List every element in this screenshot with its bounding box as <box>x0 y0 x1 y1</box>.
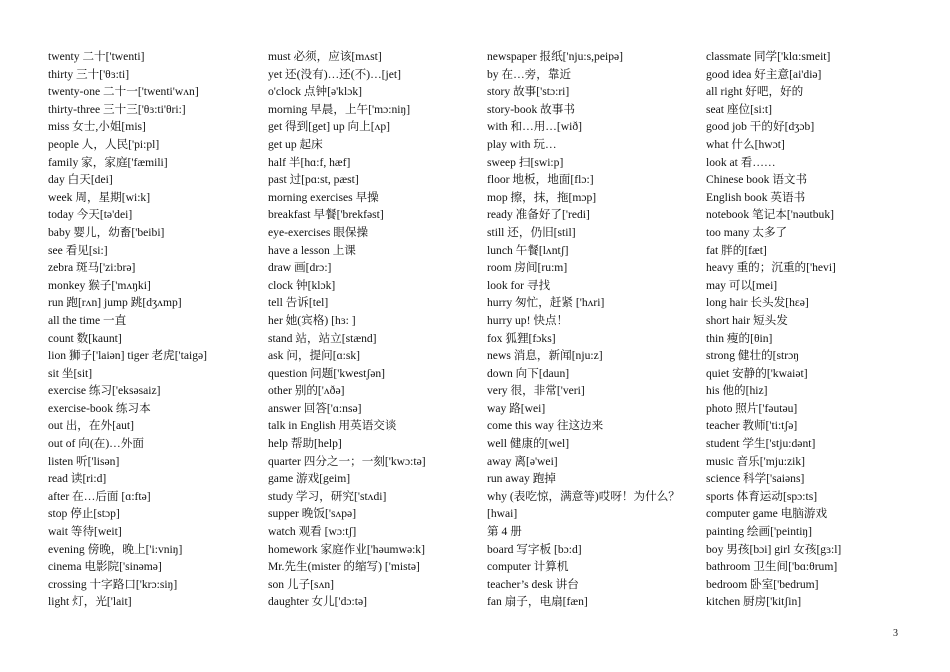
vocab-entry: run 跑[rʌn] jump 跳[dʒʌmp] <box>48 296 182 310</box>
vocab-entry: quiet 安静的['kwaiət] <box>706 366 808 380</box>
vocab-entry: what 什么[hwɔt] <box>706 137 785 151</box>
vocab-entry: photo 照片['fəutəu] <box>706 401 798 415</box>
vocab-entry: hurry up! 快点！ <box>487 313 569 327</box>
vocab-entry: out 出，在外[aut] <box>48 419 134 433</box>
vocab-entry: fat 胖的[fæt] <box>706 243 767 257</box>
vocab-entry: fox 狐狸[fɔks] <box>487 331 556 345</box>
vocab-entry: music 音乐['mju:zik] <box>706 454 806 468</box>
vocab-entry: play with 玩… <box>487 137 557 151</box>
vocab-entry: wait 等待[weit] <box>48 525 122 539</box>
vocab-entry: exercise-book 练习本 <box>48 401 151 415</box>
vocab-entry: have a lesson 上课 <box>268 243 356 257</box>
vocab-entry: sweep 扫[swi:p] <box>487 155 564 169</box>
vocab-entry: down 向下[daun] <box>487 366 570 380</box>
vocab-entry: out of 向(在)…外面 <box>48 437 144 451</box>
vocab-entry: get up 起床 <box>268 137 323 151</box>
vocab-entry: boy 男孩[bɔi] girl 女孩[gɜ:l] <box>706 542 842 556</box>
vocab-entry: tell 告诉[tel] <box>268 296 329 310</box>
vocab-entry: sports 体育运动[spɔ:ts] <box>706 489 818 503</box>
vocab-entry: strong 健壮的[strɔŋ <box>706 349 799 363</box>
vocabulary-column-1 <box>48 48 263 611</box>
vocab-entry: very 很，非常['veri] <box>487 384 585 398</box>
vocab-entry: heavy 重的；沉重的['hevi] <box>706 261 836 275</box>
vocab-entry: teacher 教师['ti:tʃə] <box>706 419 798 433</box>
vocab-entry: good job 干的好[dʒɔb] <box>706 120 815 134</box>
vocab-entry: get 得到[get] up 向上[ʌp] <box>268 120 391 134</box>
vocab-entry: well 健康的[wel] <box>487 437 570 451</box>
vocab-entry: exercise 练习['eksəsaiz] <box>48 384 161 398</box>
vocab-entry: count 数[kaunt] <box>48 331 122 345</box>
vocab-entry: [hwai] <box>487 507 518 521</box>
vocab-entry: come this way 往这边来 <box>487 419 604 433</box>
vocab-entry: thirty-three 三十三['θɜ:ti'θri:] <box>48 102 186 116</box>
vocab-entry: look at 看…… <box>706 155 776 169</box>
vocab-entry: newspaper 报纸['nju:s,peipə] <box>487 50 624 63</box>
vocab-entry: family 家，家庭['fæmili] <box>48 155 168 169</box>
vocab-entry: day 白天[dei] <box>48 173 113 187</box>
vocab-entry: with 和…用…[wið] <box>487 120 582 134</box>
vocab-entry: fan 扇子，电扇[fæn] <box>487 595 588 609</box>
vocab-entry: supper 晚饭['sʌpə] <box>268 507 357 521</box>
vocab-entry: all the time 一直 <box>48 313 127 327</box>
vocab-entry: week 周，星期[wi:k] <box>48 190 151 204</box>
vocabulary-column-2 <box>268 48 483 611</box>
vocab-entry: stop 停止[stɔp] <box>48 507 120 521</box>
vocab-entry: story-book 故事书 <box>487 102 575 116</box>
vocab-entry: ask 问，提问[ɑ:sk] <box>268 349 361 363</box>
vocab-entry: story 故事['stɔ:ri] <box>487 85 570 99</box>
page-number: 3 <box>893 628 898 639</box>
vocab-entry: miss 女士,小姐[mis] <box>48 120 146 134</box>
vocab-entry: seat 座位[si:t] <box>706 102 773 116</box>
vocab-entry: run away 跑掉 <box>487 472 556 486</box>
vocab-entry: room 房间[ru:m] <box>487 261 568 275</box>
vocab-entry: people 人，人民['pi:pl] <box>48 137 160 151</box>
vocab-entry: ready 准备好了['redi] <box>487 208 590 222</box>
vocab-entry: twenty-one 二十一['twenti'wʌn] <box>48 85 199 99</box>
vocab-entry: daughter 女儿['dɔ:tə] <box>268 595 367 609</box>
vocab-entry: today 今天[tə'dei] <box>48 208 133 222</box>
vocab-entry: homework 家庭作业['həumwə:k] <box>268 542 425 556</box>
vocab-entry: other 别的['ʌðə] <box>268 384 345 398</box>
vocab-entry: eye-exercises 眼保操 <box>268 225 369 239</box>
vocab-entry: still 还，仍旧[stil] <box>487 225 576 239</box>
vocab-entry: bathroom 卫生间['bɑ:θrum] <box>706 560 838 574</box>
vocab-entry: watch 观看 [wɔ:tʃ] <box>268 525 357 539</box>
vocab-entry: all right 好吧，好的 <box>706 85 804 99</box>
vocab-entry: zebra 斑马['zi:brə] <box>48 261 136 275</box>
vocab-entry: cinema 电影院['sinəmə] <box>48 560 162 574</box>
vocab-entry: hurry 匆忙，赶紧 ['hʌri] <box>487 296 605 310</box>
vocab-entry: read 读[ri:d] <box>48 472 107 486</box>
vocab-entry: morning exercises 早操 <box>268 190 379 204</box>
vocab-entry: monkey 猴子['mʌŋki] <box>48 278 151 292</box>
vocab-entry: twenty 二十['twenti] <box>48 50 145 63</box>
vocab-entry: look for 寻找 <box>487 278 551 292</box>
vocab-entry: news 消息，新闻[nju:z] <box>487 349 603 363</box>
vocab-entry: morning 早晨，上午['mɔ:niŋ] <box>268 102 411 116</box>
vocabulary-column-3 <box>487 48 702 611</box>
vocab-entry: must 必须，应该[mʌst] <box>268 50 382 63</box>
vocab-entry: her 她(宾格) [hɜ: ] <box>268 313 356 327</box>
vocab-entry: too many 太多了 <box>706 225 788 239</box>
vocab-entry: by 在…旁，靠近 <box>487 67 572 81</box>
vocab-entry: sit 坐[sit] <box>48 366 93 380</box>
vocab-entry: Chinese book 语文书 <box>706 173 808 187</box>
vocab-entry: quarter 四分之一；一刻['kwɔ:tə] <box>268 454 426 468</box>
vocab-entry: stand 站，站立[stænd] <box>268 331 377 345</box>
vocab-entry: breakfast 早餐['brekfəst] <box>268 208 384 222</box>
vocab-entry: half 半[hɑ:f, hæf] <box>268 155 351 169</box>
vocab-entry: see 看见[si:] <box>48 243 108 257</box>
vocab-entry: good idea 好主意[ai'diə] <box>706 67 822 81</box>
vocab-entry: after 在…后面 [ɑ:ftə] <box>48 489 151 503</box>
vocab-entry: baby 婴儿，幼畜['beibi] <box>48 225 165 239</box>
vocab-entry: son 儿子[sʌn] <box>268 577 335 591</box>
vocab-entry: thirty 三十['θɜ:ti] <box>48 67 130 81</box>
vocab-entry: classmate 同学['klɑ:smeit] <box>706 50 831 63</box>
vocab-entry: computer game 电脑游戏 <box>706 507 828 521</box>
vocab-entry: lunch 午餐[lʌntʃ] <box>487 243 569 257</box>
vocab-entry: bedroom 卧室['bedrum] <box>706 577 819 591</box>
vocab-entry: notebook 笔记本['nəutbuk] <box>706 208 834 222</box>
vocab-entry: light 灯，光['lait] <box>48 595 132 609</box>
vocab-entry: computer 计算机 <box>487 560 569 574</box>
vocab-entry: painting 绘画['peintiŋ] <box>706 525 813 539</box>
vocab-entry: mop 擦，抹，拖[mɔp] <box>487 190 597 204</box>
vocab-entry: long hair 长头发[hɛə] <box>706 296 809 310</box>
vocab-entry: yet 还(没有)…还(不)…[jet] <box>268 67 401 81</box>
vocab-entry: lion 狮子['laiən] tiger 老虎['taigə] <box>48 349 208 363</box>
vocab-entry: his 他的[hiz] <box>706 384 768 398</box>
vocab-entry: Mr.先生(mister 的缩写) ['mistə] <box>268 560 420 574</box>
vocab-entry: English book 英语书 <box>706 190 806 204</box>
vocab-entry: evening 傍晚，晚上['i:vniŋ] <box>48 542 183 556</box>
vocab-entry: talk in English 用英语交谈 <box>268 419 397 433</box>
vocab-entry: study 学习，研究['stʌdi] <box>268 489 387 503</box>
vocab-entry: floor 地板，地面[flɔ:] <box>487 173 594 187</box>
vocab-entry: thin 瘦的[θin] <box>706 331 773 345</box>
vocab-entry: past 过[pɑ:st, pæst] <box>268 173 359 187</box>
vocab-entry: crossing 十字路口['krɔ:siŋ] <box>48 577 178 591</box>
vocab-entry: away 离[ə'wei] <box>487 454 558 468</box>
vocab-entry: student 学生['stju:dənt] <box>706 437 816 451</box>
vocab-entry: science 科学['saiəns] <box>706 472 805 486</box>
vocab-entry: board 写字板 [bɔ:d] <box>487 542 582 556</box>
vocab-entry: clock 钟[klɔk] <box>268 278 336 292</box>
vocab-entry: help 帮助[help] <box>268 437 342 451</box>
vocab-entry: game 游戏[geim] <box>268 472 351 486</box>
vocabulary-column-4 <box>706 48 921 611</box>
vocab-entry: why (表吃惊，满意等)哎呀！为什么？ <box>487 489 680 503</box>
vocab-entry: way 路[wei] <box>487 401 546 415</box>
vocab-entry: may 可以[mei] <box>706 278 778 292</box>
vocab-entry: 第 4 册 <box>487 525 522 539</box>
vocab-entry: answer 回答['ɑ:nsə] <box>268 401 362 415</box>
vocab-entry: draw 画[drɔ:] <box>268 261 332 275</box>
vocab-entry: short hair 短头发 <box>706 313 788 327</box>
vocab-entry: teacher’s desk 讲台 <box>487 577 579 591</box>
vocab-entry: listen 听['lisən] <box>48 454 120 468</box>
vocab-entry: question 问题['kwestʃən] <box>268 366 386 380</box>
vocab-entry: o'clock 点钟[ə'klɔk] <box>268 85 362 99</box>
vocab-entry: kitchen 厨房['kitʃin] <box>706 595 802 609</box>
